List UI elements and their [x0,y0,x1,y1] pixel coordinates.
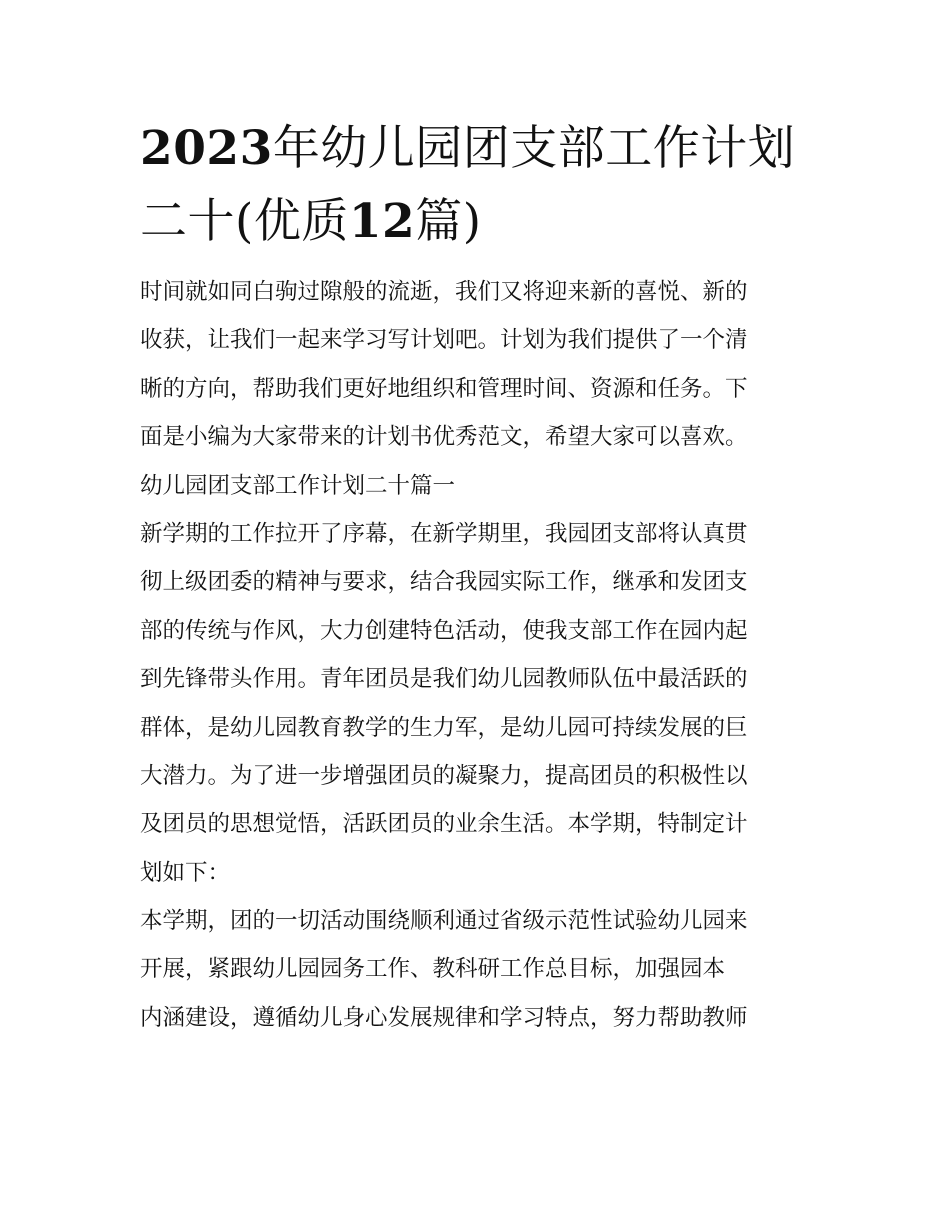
body-line: 及团员的思想觉悟，活跃团员的业余生活。本学期，特制定计 [140,811,748,838]
body-line: 到先锋带头作用。青年团员是我们幼儿园教师队伍中最活跃的 [140,666,748,693]
title-subtitle-prefix: 二十(优质 [140,194,349,249]
body-line: 本学期，团的一切活动围绕顺利通过省级示范性试验幼儿园来 [140,908,748,935]
body-line: 开展，紧跟幼儿园园务工作、教科研工作总目标，加强园本 [140,956,726,983]
document-page [140,112,812,1042]
title-line-1 [140,112,812,185]
section-heading: 幼儿园团支部工作计划二十篇一 [140,472,456,499]
body-line: 部的传统与作风，大力创建特色活动，使我支部工作在园内起 [140,617,748,644]
body-line: 收获，让我们一起来学习写计划吧。计划为我们提供了一个清 [140,327,748,354]
body-line: 面是小编为大家带来的计划书优秀范文，希望大家可以喜欢。 [140,424,748,451]
body-line: 大潜力。为了进一步增强团员的凝聚力，提高团员的积极性以 [140,762,748,789]
body-line: 晰的方向，帮助我们更好地组织和管理时间、资源和任务。下 [140,375,748,402]
body-line: 内涵建设，遵循幼儿身心发展规律和学习特点，努力帮助教师 [140,1004,748,1031]
title-text: 年幼儿园团支部工作计划 [272,121,796,176]
body-line: 彻上级团委的精神与要求，结合我园实际工作，继承和发团支 [140,569,748,596]
title-count: 12 [348,194,416,249]
body-line: 群体，是幼儿园教育教学的生力军，是幼儿园可持续发展的巨 [140,714,748,741]
body-line: 新学期的工作拉开了序幕，在新学期里，我园团支部将认真贯 [140,520,748,547]
title-line-2 [140,185,812,258]
document-title [140,112,812,258]
body-line: 划如下： [140,859,231,886]
title-subtitle-suffix: 篇) [415,194,482,249]
body-line: 时间就如同白驹过隙般的流逝，我们又将迎来新的喜悦、新的 [140,279,748,305]
title-year: 2023 [140,121,273,176]
document-body [140,268,812,1042]
